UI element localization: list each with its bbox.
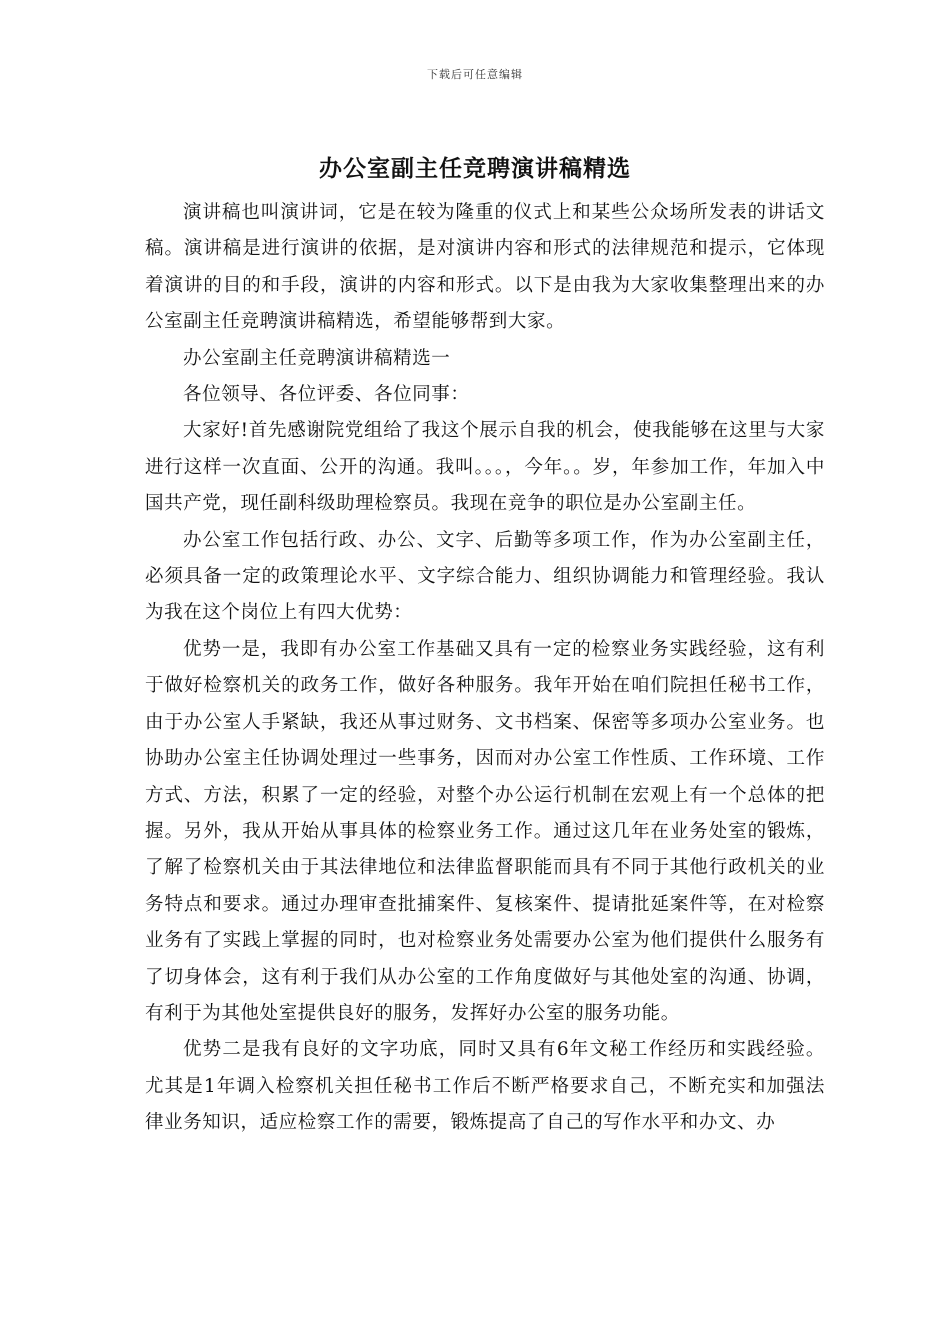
document-body bbox=[145, 195, 825, 1142]
paragraph-greeting: 大家好!首先感谢院党组给了我这个展示自我的机会，使我能够在这里与大家进行这样一次直面、公开的沟通。我叫。。。，今年。。岁，年参加工作，年加入中国共产党，现任副科级助理检察员。我现在竞争的职位是办公室副主任。 bbox=[145, 420, 825, 515]
paragraph-intro: 演讲稿也叫演讲词，它是在较为隆重的仪式上和某些公众场所发表的讲话文稿。演讲稿是进行演讲的依据，是对演讲内容和形式的法律规范和提示，它体现着演讲的目的和手段，演讲的内容和形式。以下是由我为大家收集整理出来的办公室副主任竞聘演讲稿精选，希望能够帮到大家。 bbox=[145, 202, 825, 333]
header-note: 下载后可任意编辑 bbox=[427, 68, 523, 81]
paragraph-section-heading: 办公室副主任竞聘演讲稿精选一 bbox=[183, 347, 451, 369]
paragraph-job-scope: 办公室工作包括行政、办公、文字、后勤等多项工作，作为办公室副主任，必须具备一定的政策理论水平、文字综合能力、组织协调能力和管理经验。我认为我在这个岗位上有四大优势： bbox=[145, 529, 825, 624]
document-title: 办公室副主任竞聘演讲稿精选 bbox=[319, 155, 631, 182]
paragraph-advantage-one: 优势一是，我即有办公室工作基础又具有一定的检察业务实践经验，这有利于做好检察机关的政务工作，做好各种服务。我年开始在咱们院担任秘书工作，由于办公室人手紧缺，我还从事过财务、文书档案、保密等多项办公室业务。也协助办公室主任协调处理过一些事务，因而对办公室工作性质、工作环境、工作方式、方法，积累了一定的经验，对整个办公运行机制在宏观上有一个总体的把握。另外，我从开始从事具体的检察业务工作。通过这几年在业务处室的锻炼，了解了检察机关由于其法律地位和法律监督职能而具有不同于其他行政机关的业务特点和要求。通过办理审查批捕案件、复核案件、提请批延案件等，在对检察业务有了实践上掌握的同时，也对检察业务处需要办公室为他们提供什么服务有了切身体会，这有利于我们从办公室的工作角度做好与其他处室的沟通、协调，有利于为其他处室提供良好的服务，发挥好办公室的服务功能。 bbox=[145, 638, 825, 1024]
paragraph-salutation: 各位领导、各位评委、各位同事： bbox=[183, 384, 470, 406]
paragraph-advantage-two: 优势二是我有良好的文字功底，同时又具有6年文秘工作经历和实践经验。尤其是1年调入检察机关担任秘书工作后不断严格要求自己，不断充实和加强法律业务知识，适应检察工作的需要，锻炼提高了自己的写作水平和办文、办 bbox=[145, 1039, 825, 1134]
